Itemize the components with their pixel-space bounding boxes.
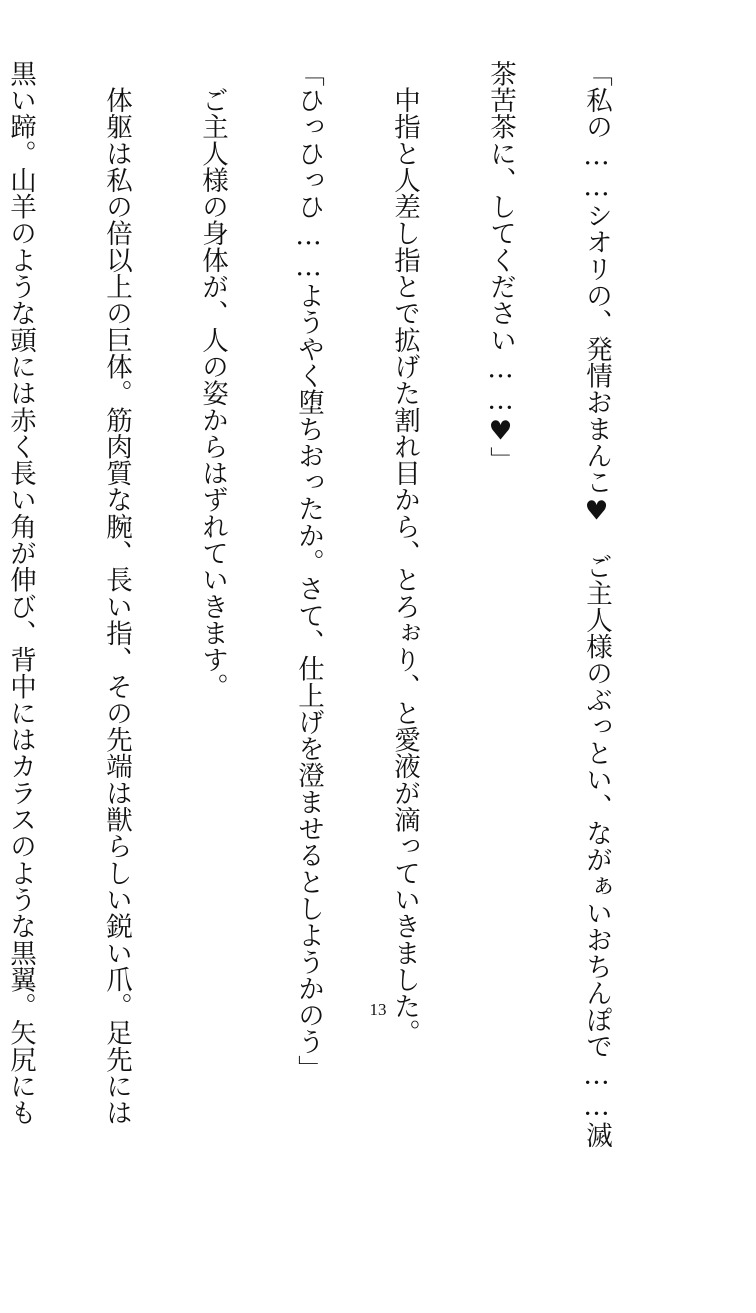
- text-line: 黒い蹄。山羊のような頭には赤く長い角が伸び、背中にはカラスのような黒翼。矢尻にも: [5, 60, 36, 1126]
- text-line: 茶苦茶に、してください……♥」: [485, 60, 516, 474]
- text-line: ご主人様の身体が、人の姿からはずれていきます。: [197, 60, 228, 700]
- text-line: 「ひっひっひ……ようやく堕ちおったか。さて、仕上げを澄ませるとしようかのう」: [293, 60, 324, 1082]
- text-line: 「私の……シオリの、発情おまんこ♥ ご主人様のぶっとい、ながぁいおちんぽで……滅: [581, 60, 612, 1149]
- page-number: 13: [369, 1000, 387, 1019]
- text-line: 体躯は私の倍以上の巨体。筋肉質な腕、長い指、その先端は獣らしい鋭い爪。足先には: [101, 60, 132, 1126]
- text-line: 中指と人差し指とで拡げた割れ目から、とろぉり、と愛液が滴っていきました。: [389, 60, 420, 1047]
